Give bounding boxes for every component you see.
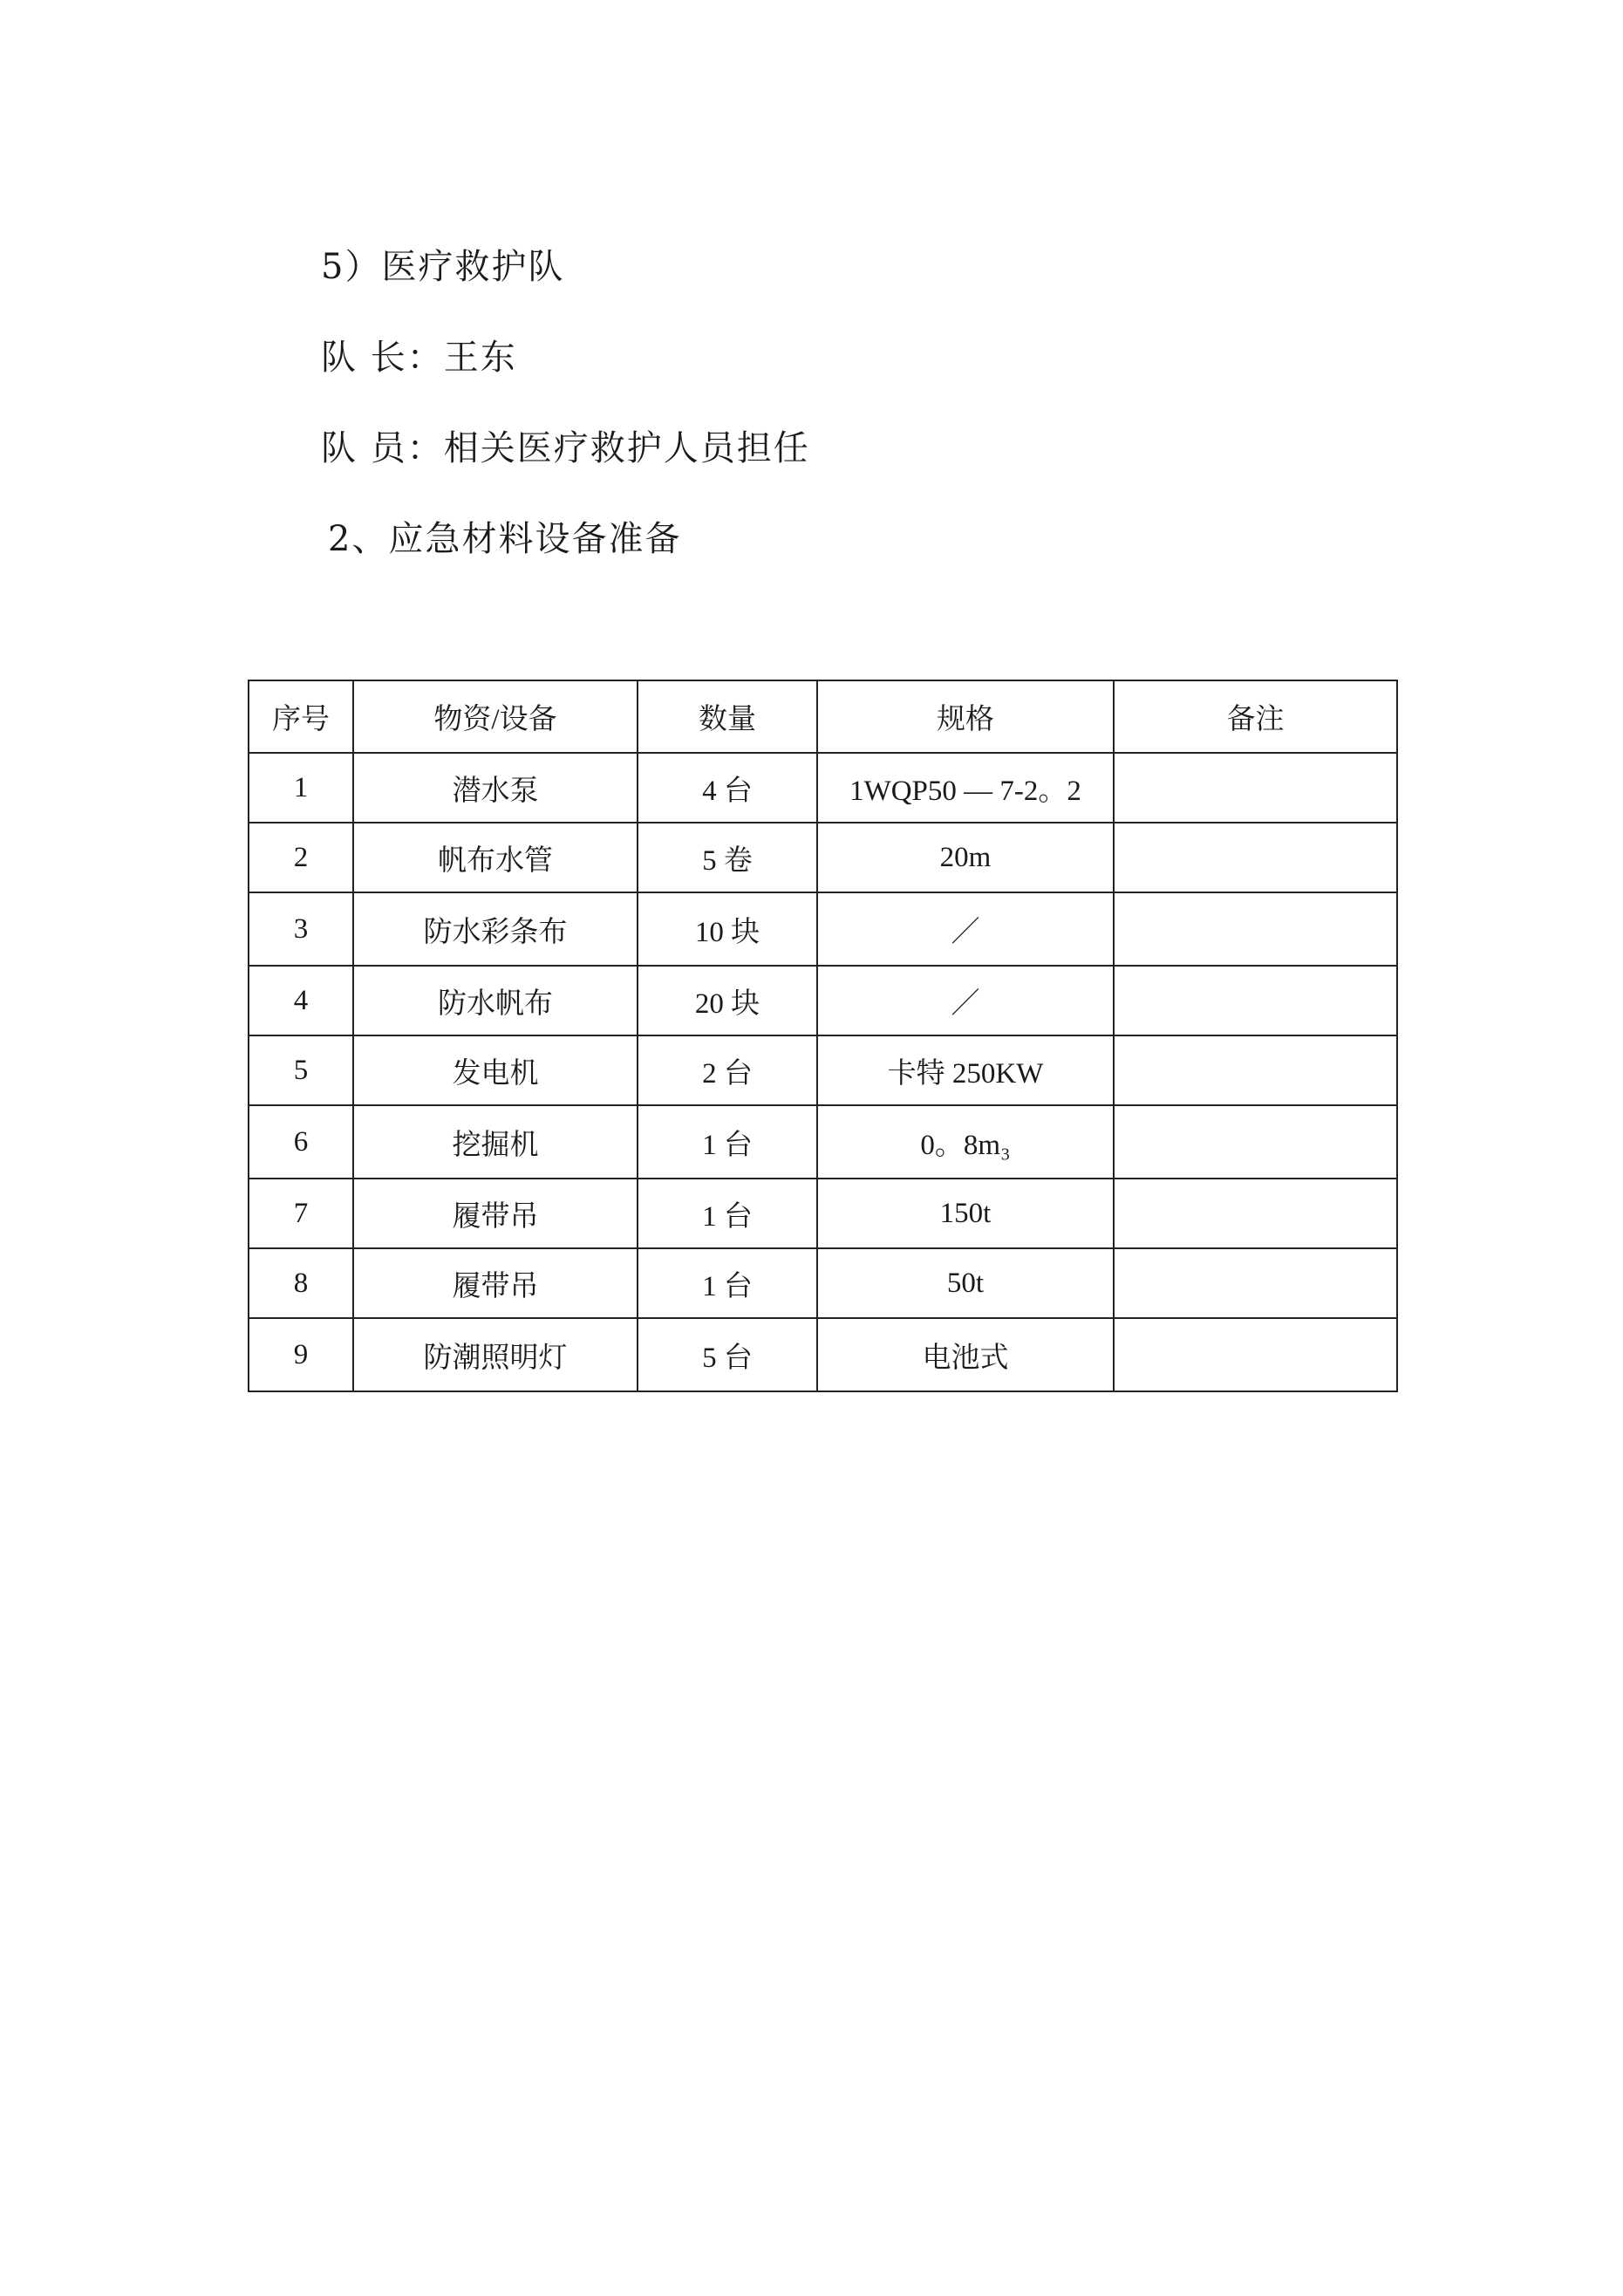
table-row [249, 823, 1397, 892]
cell-quantity: 5 台 [638, 1318, 817, 1391]
header-item: 物资/设备 [353, 680, 638, 753]
cell-index: 4 [249, 966, 353, 1035]
cell-quantity: 10 块 [638, 892, 817, 966]
cell-index: 1 [249, 753, 353, 823]
cell-spec: 150t [817, 1179, 1114, 1248]
cell-remarks [1114, 1179, 1397, 1248]
cell-spec: ／ [817, 966, 1114, 1035]
table-row [249, 966, 1397, 1035]
cell-index: 2 [249, 823, 353, 892]
table-header-row [249, 680, 1397, 753]
cell-remarks [1114, 1035, 1397, 1105]
section-heading-medical-team: 5）医疗救护队 [321, 247, 565, 287]
table-row [249, 1179, 1397, 1248]
cell-spec: 0。8m₃ [817, 1105, 1114, 1179]
cell-quantity: 4 台 [638, 753, 817, 823]
cell-remarks [1114, 1248, 1397, 1318]
cell-item: 发电机 [353, 1035, 638, 1105]
cell-item: 履带吊 [353, 1248, 638, 1318]
cell-remarks [1114, 753, 1397, 823]
cell-quantity: 1 台 [638, 1248, 817, 1318]
cell-spec: ／ [817, 892, 1114, 966]
cell-item: 防水帆布 [353, 966, 638, 1035]
cell-item: 帆布水管 [353, 823, 638, 892]
cell-item: 防水彩条布 [353, 892, 638, 966]
cell-spec: 1WQP50 — 7-2。2 [817, 753, 1114, 823]
team-leader-line: 队 长：王东 [321, 338, 517, 378]
cell-quantity: 20 块 [638, 966, 817, 1035]
cell-item: 潜水泵 [353, 753, 638, 823]
cell-remarks [1114, 966, 1397, 1035]
equipment-table [248, 680, 1398, 1392]
cell-spec: 卡特 250KW [817, 1035, 1114, 1105]
cell-quantity: 2 台 [638, 1035, 817, 1105]
team-members-line: 队 员：相关医疗救护人员担任 [321, 428, 810, 468]
section-heading-materials: 2、应急材料设备准备 [328, 519, 682, 559]
cell-index: 8 [249, 1248, 353, 1318]
table-row [249, 1035, 1397, 1105]
header-quantity: 数量 [638, 680, 817, 753]
table-row [249, 1248, 1397, 1318]
cell-index: 6 [249, 1105, 353, 1179]
cell-spec: 50t [817, 1248, 1114, 1318]
cell-spec: 20m [817, 823, 1114, 892]
cell-index: 5 [249, 1035, 353, 1105]
cell-index: 3 [249, 892, 353, 966]
cell-remarks [1114, 1318, 1397, 1391]
header-remarks: 备注 [1114, 680, 1397, 753]
cell-quantity: 1 台 [638, 1179, 817, 1248]
cell-remarks [1114, 892, 1397, 966]
cell-item: 履带吊 [353, 1179, 638, 1248]
header-spec: 规格 [817, 680, 1114, 753]
cell-remarks [1114, 1105, 1397, 1179]
table-row [249, 892, 1397, 966]
cell-spec: 电池式 [817, 1318, 1114, 1391]
table-row [249, 1105, 1397, 1179]
cell-item: 挖掘机 [353, 1105, 638, 1179]
header-index: 序号 [249, 680, 353, 753]
cell-quantity: 1 台 [638, 1105, 817, 1179]
cell-quantity: 5 卷 [638, 823, 817, 892]
table-row [249, 753, 1397, 823]
cell-index: 7 [249, 1179, 353, 1248]
cell-index: 9 [249, 1318, 353, 1391]
table-row [249, 1318, 1397, 1391]
cell-item: 防潮照明灯 [353, 1318, 638, 1391]
cell-remarks [1114, 823, 1397, 892]
